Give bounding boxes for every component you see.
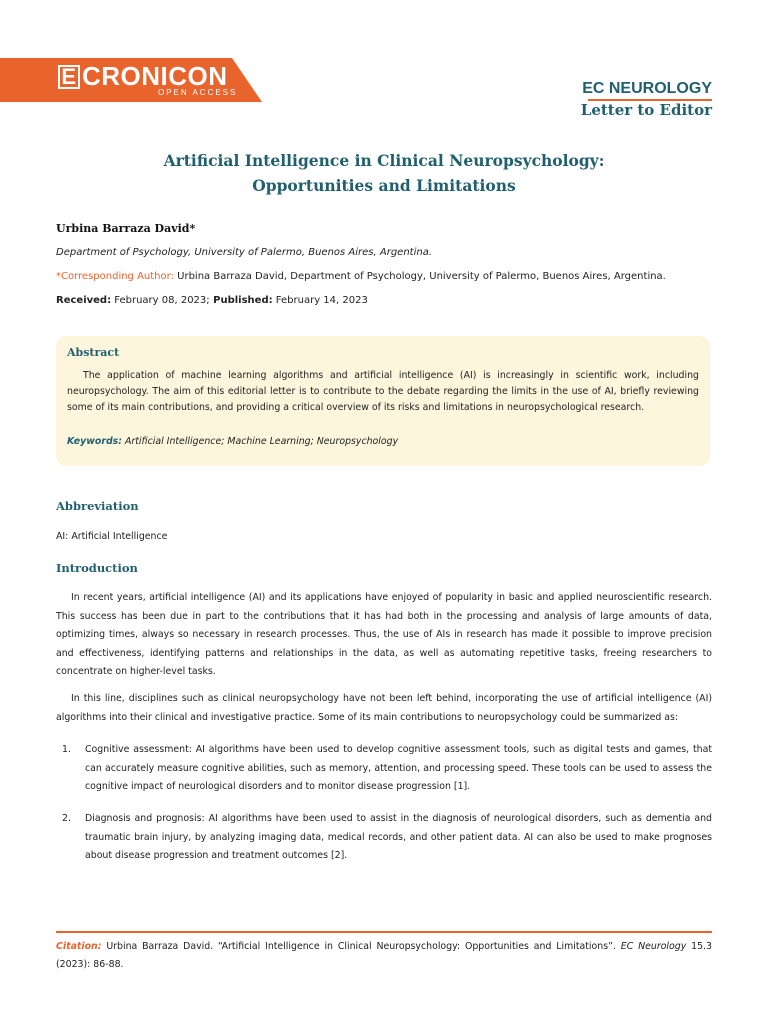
list-number: 1. — [62, 744, 71, 755]
intro-paragraph-2: In this line, disciplines such as clinical neuropsychology have not been left behind, incorporating the use of artificial intelligence (AI) algorithms into their clinical and investigative practice. Some of its main contributions to neuropsychology could be summarized as: — [56, 693, 712, 723]
keywords-label: Keywords: — [67, 436, 122, 447]
keywords-text: Artificial Intelligence; Machine Learning; Neuropsychology — [122, 436, 399, 447]
list-text: Cognitive assessment: AI algorithms have been used to develop cognitive assessment tools, such as digital tests and games, that can accurately measure cognitive abilities, such as memory, attention, and processing speed. These tools can be used to assess the cognitive impact of neurological disorders and to monitor disease progression [1]. — [85, 744, 712, 793]
article-type: Letter to Editor — [580, 101, 712, 119]
corresponding-label: *Corresponding Author: — [56, 271, 174, 282]
logo-text: CRONICON — [82, 61, 228, 91]
received-date: February 08, 2023; — [111, 295, 210, 306]
list-number: 2. — [62, 813, 71, 824]
journal-name: EC NEUROLOGY — [582, 80, 712, 97]
list-item — [56, 810, 712, 866]
author-affiliation: Department of Psychology, University of Palermo, Buenos Aires, Argentina. — [56, 247, 433, 258]
citation-journal: EC Neurology — [620, 941, 687, 952]
published-label: Published: — [209, 295, 273, 306]
corresponding-text: Urbina Barraza David, Department of Psychology, University of Palermo, Buenos Aires, Argentina. — [173, 271, 666, 282]
citation-text: Urbina Barraza David. “Artificial Intelligence in Clinical Neuropsychology: Opportunities and Limitations”. — [101, 941, 621, 952]
intro-paragraph-1: In recent years, artificial intelligence (AI) and its applications have enjoyed of popularity in basic and applied neuroscientific research. This success has been due in part to the contributions that it has had both in the processing and analysis of large amounts of data, optimizing times, always so necessary in research processes. Thus, the use of AIs in research has made it possible to improve precision and effectiveness, identifying patterns and relationships in the data, as well as automating repetitive tasks, freeing researchers to concentrate on higher-level tasks. — [56, 592, 712, 678]
citation-label: Citation: — [56, 941, 102, 952]
abstract-heading: Abstract — [67, 346, 120, 359]
citation — [56, 938, 712, 974]
citation-volume: 15.3 (2023): 86-88. — [56, 941, 713, 970]
footer-rule — [56, 931, 712, 933]
publisher-logo — [58, 62, 228, 90]
article-dates — [56, 294, 712, 308]
title-line-2: Opportunities and Limitations — [252, 176, 516, 195]
title-line-1: Artificial Intelligence in Clinical Neuropsychology: — [163, 151, 605, 170]
abstract-box — [56, 336, 710, 466]
abbreviation-text: AI: Artificial Intelligence — [56, 531, 168, 542]
abbreviation-heading: Abbreviation — [56, 499, 139, 513]
logo-subtitle: OPEN ACCESS — [158, 88, 238, 97]
abstract-body: The application of machine learning algorithms and artificial intelligence (AI) is increasingly in scientific work, including neuropsychology. The aim of this editorial letter is to contribute to the debate regarding the limits in the use of AI, briefly reviewing some of its main contributions, and providing a critical overview of its risks and limitations in neuropsychological research. — [67, 370, 699, 413]
keywords — [67, 436, 398, 447]
received-label: Received: — [56, 295, 112, 306]
corresponding-author — [56, 270, 712, 284]
published-date: February 14, 2023 — [272, 295, 368, 306]
logo-e-mark: E — [58, 65, 80, 89]
article-title — [56, 148, 712, 198]
author-name: Urbina Barraza David* — [56, 222, 196, 235]
introduction-heading: Introduction — [56, 561, 138, 575]
list-item — [56, 741, 712, 797]
list-text: Diagnosis and prognosis: AI algorithms have been used to assist in the diagnosis of neurological disorders, such as dementia and traumatic brain injury, by analyzing imaging data, medical records, and other patient data. AI can also be used to make prognoses about disease progression and treatment outcomes [2]. — [85, 813, 712, 862]
